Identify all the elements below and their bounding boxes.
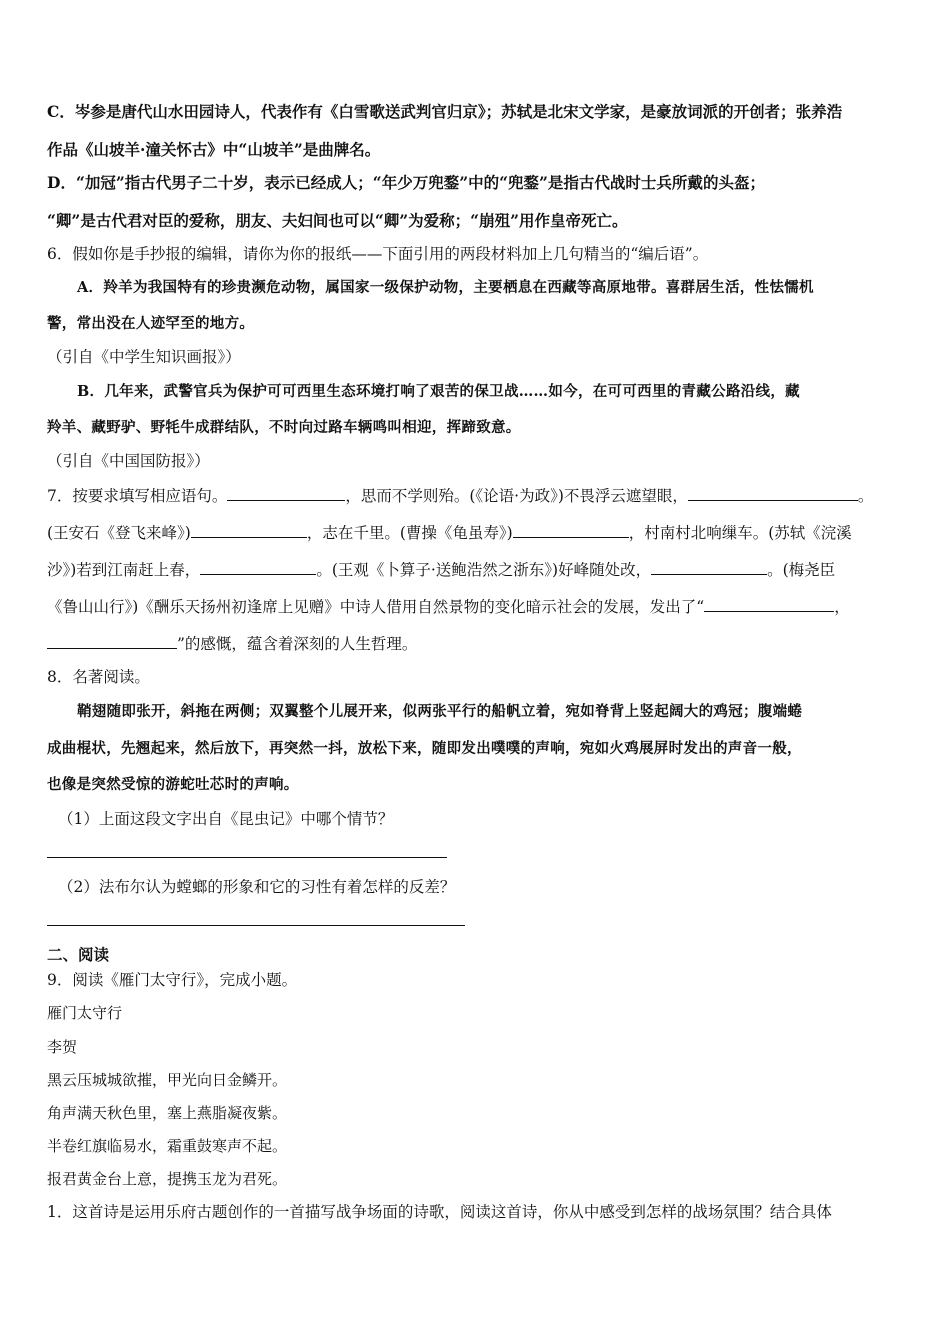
q7-line3 bbox=[47, 559, 835, 580]
q5-option-d-line2 bbox=[47, 211, 628, 231]
q5-option-c-text2: 作品《山坡羊·潼关怀古》中“山坡羊”是曲牌名。 bbox=[47, 140, 381, 159]
q7-blank-8[interactable] bbox=[47, 633, 177, 649]
q8-prompt: 8．名著阅读。 bbox=[47, 668, 150, 686]
q6-material-b-line2: 羚羊、藏野驴、野牦牛成群结队，不时向过路车辆鸣叫相迎，挥蹄致意。 bbox=[47, 419, 521, 436]
q8-sub2: （2）法布尔认为螳螂的形象和它的习性有着怎样的反差？ bbox=[58, 878, 456, 896]
poem-line-4: 报君黄金台上意，提携玉龙为君死。 bbox=[47, 1170, 288, 1188]
q7-line2 bbox=[47, 522, 852, 543]
q7-text-2b: ，志在千里。(曹操《龟虽寿》) bbox=[306, 524, 513, 542]
q7-line1 bbox=[47, 485, 873, 506]
q6-material-a-line1: A．羚羊为我国特有的珍贵濒危动物，属国家一级保护动物，主要栖息在西藏等高原地带。喜群居生活，性怯懦机 bbox=[77, 279, 814, 296]
q7-text-3c: 。(梅尧臣 bbox=[767, 561, 836, 579]
q8-answer-line-1[interactable] bbox=[47, 857, 447, 858]
q7-text-3b: 。(王观《卜算子·送鲍浩然之浙东》)好峰随处改， bbox=[316, 561, 652, 579]
q7-text-1c: 。 bbox=[857, 487, 874, 505]
q5-option-d-line1 bbox=[47, 173, 765, 193]
q7-line4 bbox=[47, 596, 850, 617]
poem-line-3: 半卷红旗临易水，霜重鼓寒声不起。 bbox=[47, 1137, 288, 1155]
q5-option-c-line1 bbox=[47, 102, 842, 122]
q7-blank-5[interactable] bbox=[200, 559, 316, 575]
q6-material-b-line1: B．几年来，武警官兵为保护可可西里生态环境打响了艰苦的保卫战……如今，在可可西里的青藏公路沿线，藏 bbox=[77, 383, 800, 400]
q9-sub1: 1．这首诗是运用乐府古题创作的一首描写战争场面的诗歌，阅读这首诗，你从中感受到怎样的战场氛围？结合具体 bbox=[47, 1203, 832, 1221]
poem-line-1: 黑云压城城欲摧，甲光向日金鳞开。 bbox=[47, 1071, 288, 1089]
q7-text-2a: (王安石《登飞来峰》) bbox=[47, 524, 191, 542]
q7-text-1a: 7．按要求填写相应语句。 bbox=[47, 487, 228, 505]
q5-option-d-text1: D．“加冠”指古代男子二十岁，表示已经成人；“年少万兜鍪”中的“兜鍪”是指古代战时士兵所戴的头盔； bbox=[47, 173, 765, 192]
q7-blank-1[interactable] bbox=[227, 485, 345, 501]
q7-line5 bbox=[47, 633, 417, 654]
q7-blank-4[interactable] bbox=[513, 522, 629, 538]
q5-option-d-text2: “卿”是古代君对臣的爱称，朋友、夫妇间也可以“卿”为爱称；“崩殂”用作皇帝死亡。 bbox=[47, 211, 628, 230]
q7-text-2c: ，村南村北响缫车。(苏轼《浣溪 bbox=[628, 524, 852, 542]
q7-text-1b: ，思而不学则殆。(《论语·为政》)不畏浮云遮望眼， bbox=[345, 487, 688, 505]
q8-sub1: （1）上面这段文字出自《昆虫记》中哪个情节？ bbox=[58, 810, 394, 828]
q8-passage-line2: 成曲棍状，先翘起来，然后放下，再突然一抖，放松下来，随即发出噗噗的声响，宛如火鸡展屏时发出的声音一般， bbox=[47, 740, 802, 757]
q9-prompt: 9．阅读《雁门太守行》，完成小题。 bbox=[47, 971, 298, 989]
q7-blank-6[interactable] bbox=[651, 559, 767, 575]
q6-prompt: 6．假如你是手抄报的编辑，请你为你的报纸——下面引用的两段材料加上几句精当的“编后语”。 bbox=[47, 245, 709, 263]
q5-option-c-line2 bbox=[47, 140, 380, 160]
section2-heading: 二、阅读 bbox=[47, 945, 110, 964]
q7-blank-7[interactable] bbox=[704, 596, 834, 612]
q7-text-5b: ”的感慨，蕴含着深刻的人生哲理。 bbox=[177, 635, 418, 653]
q7-text-3a: 沙》)若到江南赶上春， bbox=[47, 561, 201, 579]
q6-material-a-source: （引自《中学生知识画报》） bbox=[47, 348, 241, 366]
poem-line-2: 角声满天秋色里，塞上燕脂凝夜紫。 bbox=[47, 1104, 288, 1122]
q7-blank-2[interactable] bbox=[688, 485, 858, 501]
q7-text-4b: ， bbox=[834, 598, 850, 616]
q7-blank-3[interactable] bbox=[191, 522, 307, 538]
q8-answer-line-2[interactable] bbox=[47, 925, 465, 926]
q6-material-b-source: （引自《中国国防报》） bbox=[47, 452, 210, 470]
poem-author: 李贺 bbox=[47, 1038, 78, 1056]
poem-title: 雁门太守行 bbox=[47, 1004, 123, 1022]
q8-passage-line3: 也像是突然受惊的游蛇吐芯时的声响。 bbox=[47, 776, 299, 793]
q6-material-a-line2: 警，常出没在人迹罕至的地方。 bbox=[47, 315, 255, 332]
q5-option-c-text1: C．岑参是唐代山水田园诗人，代表作有《白雪歌送武判官归京》；苏轼是北宋文学家，是豪放词派的开创者；张养浩 bbox=[47, 102, 843, 121]
q8-passage-line1: 鞘翅随即张开，斜拖在两侧；双翼整个儿展开来，似两张平行的船帆立着，宛如脊背上竖起阔大的鸡冠；腹端蜷 bbox=[77, 703, 803, 720]
q7-text-4a: 《鲁山山行》)《酬乐天扬州初逢席上见赠》中诗人借用自然景物的变化暗示社会的发展，发出了“ bbox=[47, 598, 705, 616]
